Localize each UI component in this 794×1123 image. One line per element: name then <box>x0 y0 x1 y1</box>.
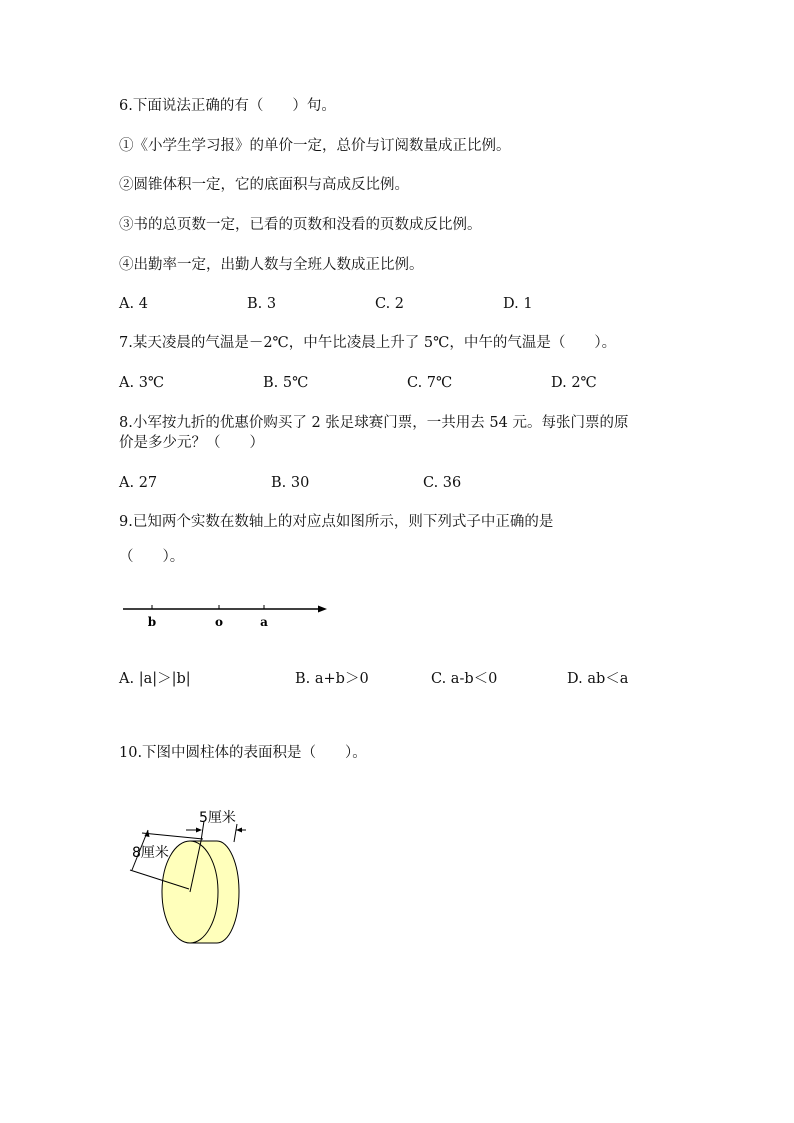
question-8-stem-line-2: 价是多少元？（ ） <box>119 435 264 451</box>
width-extension-right <box>234 824 237 842</box>
point-label-a: a <box>260 615 268 629</box>
arrow-right-icon <box>318 606 327 613</box>
point-label-b: b <box>147 615 157 629</box>
question-9-stem-line-2: （ ）。 <box>119 549 185 565</box>
question-8-option-b: B. 30 <box>271 475 310 491</box>
question-6-option-c: C. 2 <box>375 296 405 312</box>
question-6-statement-4: ④出勤率一定，出勤人数与全班人数成正比例。 <box>119 257 424 273</box>
question-8-stem-line-1: 8.小军按九折的优惠价购买了 2 张足球赛门票，一共用去 54 元。每张门票的原 <box>119 415 629 431</box>
number-line-figure <box>115 595 335 635</box>
question-9-option-a: A. |a|＞|b| <box>119 671 191 687</box>
arrow-right-icon <box>196 828 202 833</box>
arrow-left-icon <box>236 828 242 833</box>
question-8-option-c: C. 36 <box>423 475 462 491</box>
question-6-option-a: A. 4 <box>119 296 148 312</box>
question-6-stem: 6.下面说法正确的有（ ）句。 <box>119 98 336 114</box>
question-6-statement-1: ①《小学生学习报》的单价一定，总价与订阅数量成正比例。 <box>119 138 511 154</box>
question-7-option-a: A. 3℃ <box>119 375 165 391</box>
width-label: 5厘米 <box>199 810 236 826</box>
question-6-statement-2: ②圆锥体积一定，它的底面积与高成反比例。 <box>119 177 409 193</box>
question-9-option-c: C. a-b＜0 <box>431 671 498 687</box>
question-7-option-d: D. 2℃ <box>551 375 597 391</box>
question-6-option-d: D. 1 <box>503 296 533 312</box>
radius-label: 8厘米 <box>132 845 169 861</box>
radius-dim-top <box>142 833 203 839</box>
question-7-stem: 7.某天凌晨的气温是－2℃，中午比凌晨上升了 5℃，中午的气温是（ ）。 <box>119 335 617 351</box>
question-8-option-a: A. 27 <box>119 475 158 491</box>
question-10-stem: 10.下图中圆柱体的表面积是（ ）。 <box>119 745 367 761</box>
cylinder-figure <box>118 800 258 950</box>
question-7-option-b: B. 5℃ <box>263 375 309 391</box>
question-9-stem-line-1: 9.已知两个实数在数轴上的对应点如图所示，则下列式子中正确的是 <box>119 514 554 530</box>
question-9-option-d: D. ab＜a <box>567 671 629 687</box>
question-6-statement-3: ③书的总页数一定，已看的页数和没看的页数成反比例。 <box>119 217 482 233</box>
question-6-option-b: B. 3 <box>247 296 277 312</box>
question-7-option-c: C. 7℃ <box>407 375 453 391</box>
point-label-o: o <box>214 615 224 629</box>
question-9-option-b: B. a+b＞0 <box>295 671 369 687</box>
